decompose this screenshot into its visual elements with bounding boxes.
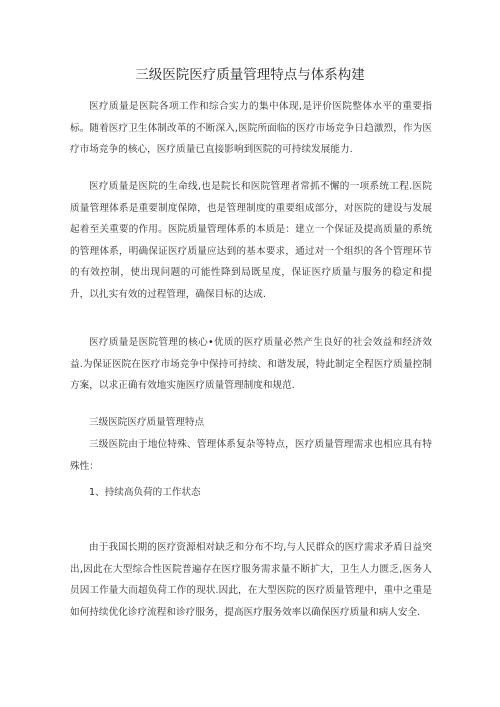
paragraph-quality-system: 医疗质量是医院的生命线,也是院长和医院管理者常抓不懈的一项系统工程.医院质量管理体系是重要制度保障，也是管理制度的重要组成部分，对医院的建设与发展起着至关重要的作用。医院质量管理体系的本质是：建立一个保证及提高质量的系统的管理体系，明确保证医疗质量应达到的基本要求，通过对一个组织的各个管理环节的有效控制，使出现问题的可能性降到局既星度，保证医疗质量与服务的稳定和提升，以扎实有效的过程管理，确保目标的达成. (70, 181, 432, 300)
section-heading-features: 三级医院医疗质量管理特点 (89, 417, 205, 428)
paragraph-quality-core: 医疗质量是医院管理的核心•优质的医疗质量必然产生良好的社会效益和经济效益.为保证医院在医疗市场竞争中保持可持续、和谐发展，特此制定全程医疗质量控制方案，以求正确有效地实施医疗质量管理制度和规范. (70, 337, 432, 391)
document-title: 三级医院医疗质量管理特点与体系构建 (135, 67, 365, 83)
paragraph-workload: 由于我国长期的医疗资源相对缺乏和分布不均,与人民群众的医疗需求矛盾日益突出,因此在大型综合性医院普遍存在医疗服务需求量不断扩大，卫生人力匮乏,医务人员因工作量大而超负荷工作的现状.因此，在大型医院的医疗质量管理中，重中之重是如何持续优化诊疗流程和诊疗服务，提高医疗服务效率以确保医疗质量和病人安全. (70, 542, 432, 618)
paragraph-intro: 医疗质量是医院各项工作和综合实力的集中体现,是评价医院整体水平的重要指标。随着医疗卫生体制改革的不断深入,医院所面临的医疗市场竞争日趋激烈，作为医疗市场竞争的核心，医疗质量已直接影响到医院的可持续发展能力. (70, 101, 432, 155)
subsection-heading-workload: 1、持续高负荷的工作状态 (89, 487, 201, 498)
paragraph-special-needs: 三级医院由于地位特殊、管理体系复杂等特点，医疗质量管理需求也相应具有特殊性： (70, 439, 432, 472)
